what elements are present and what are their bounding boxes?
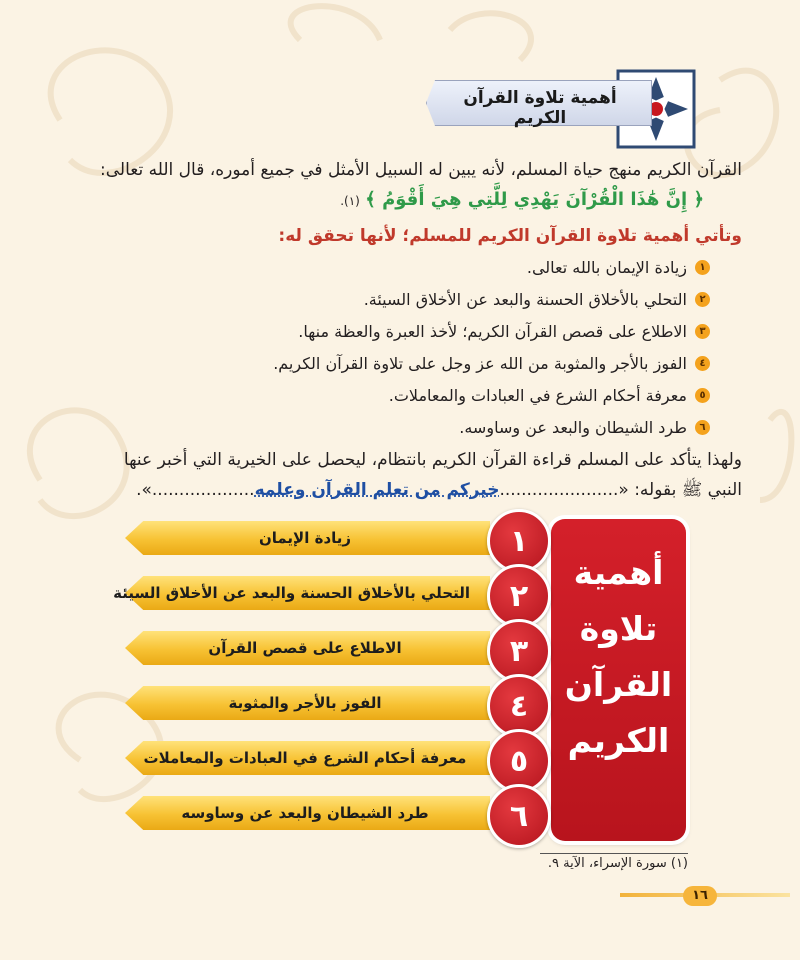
verse-line [340, 189, 704, 210]
infographic-bar-label: معرفة أحكام الشرع في العبادات والمعاملات [143, 749, 467, 767]
intro-paragraph: القرآن الكريم منهج حياة المسلم، لأنه يبين له السبيل الأمثل في جميع أموره، قال الله تعالى: [100, 160, 742, 180]
list-item [389, 386, 710, 405]
list-number: ٤ [695, 356, 710, 371]
section-title: أهمية تلاوة القرآن الكريم [463, 88, 617, 128]
infographic-title-line: أهمية [573, 553, 664, 592]
list-text: زيادة الإيمان بالله تعالى. [526, 258, 687, 277]
infographic-number-circle: ٥ [487, 729, 551, 793]
hadith-text: خيركم من تعلم القرآن وعلمه [254, 480, 500, 500]
infographic-number-circle: ٣ [487, 619, 551, 683]
footnote-divider [540, 853, 688, 854]
list-item [298, 322, 710, 341]
infographic-title-line: القرآن [564, 665, 673, 704]
list-number: ٣ [695, 324, 710, 339]
list-number: ٢ [695, 292, 710, 307]
list-text: التحلي بالأخلاق الحسنة والبعد عن الأخلاق السيئة. [363, 290, 687, 309]
infographic-number-circle: ١ [487, 509, 551, 573]
footnote: (١) سورة الإسراء، الآية ٩. [547, 856, 688, 871]
list-number: ٥ [695, 388, 710, 403]
list-text: الاطلاع على قصص القرآن الكريم؛ لأخذ العبرة والعظة منها. [298, 322, 687, 341]
infographic-title [551, 545, 686, 769]
infographic-bar-label: التحلي بالأخلاق الحسنة والبعد عن الأخلاق السيئة [113, 584, 470, 602]
closing-suffix: ...................». [136, 480, 255, 500]
closing-paragraph-line2 [136, 479, 742, 504]
list-item [364, 290, 710, 309]
closing-prefix: النبي ﷺ بقوله: «...................... [499, 480, 742, 500]
page-number: ١٦ [683, 886, 717, 906]
infographic-title-line: تلاوة [579, 609, 658, 648]
closing-paragraph-line1: ولهذا يتأكد على المسلم قراءة القرآن الكريم بانتظام، ليحصل على الخيرية التي أخبر عنها [123, 450, 742, 470]
infographic-bar-label: الفوز بالأجر والمثوبة [228, 694, 382, 712]
infographic-bar-label: الاطلاع على قصص القرآن [208, 639, 402, 657]
infographic-number-circle: ٢ [487, 564, 551, 628]
list-number: ١ [695, 260, 710, 275]
infographic-title-line: الكريم [567, 721, 670, 760]
list-item [527, 258, 710, 277]
list-item [273, 354, 710, 373]
infographic-bar-label: زيادة الإيمان [258, 529, 352, 547]
list-text: معرفة أحكام الشرع في العبادات والمعاملات. [388, 386, 687, 405]
list-text: طرد الشيطان والبعد عن وساوسه. [459, 418, 687, 437]
list-number: ٦ [695, 420, 710, 435]
infographic-number-circle: ٤ [487, 674, 551, 738]
verse-footnote-mark: (١). [340, 194, 360, 208]
importance-intro: وتأتي أهمية تلاوة القرآن الكريم للمسلم؛ لأنها تحقق له: [278, 226, 742, 246]
infographic-bar-label: طرد الشيطان والبعد عن وساوسه [181, 804, 429, 822]
quran-verse: ﴿ إِنَّ هَٰذَا الْقُرْآنَ يَهْدِي لِلَّتِي هِيَ أَقْوَمُ ﴾ [365, 189, 704, 210]
list-item [459, 418, 710, 437]
infographic-number-circle: ٦ [487, 784, 551, 848]
list-text: الفوز بالأجر والمثوبة من الله عز وجل على تلاوة القرآن الكريم. [273, 354, 687, 373]
